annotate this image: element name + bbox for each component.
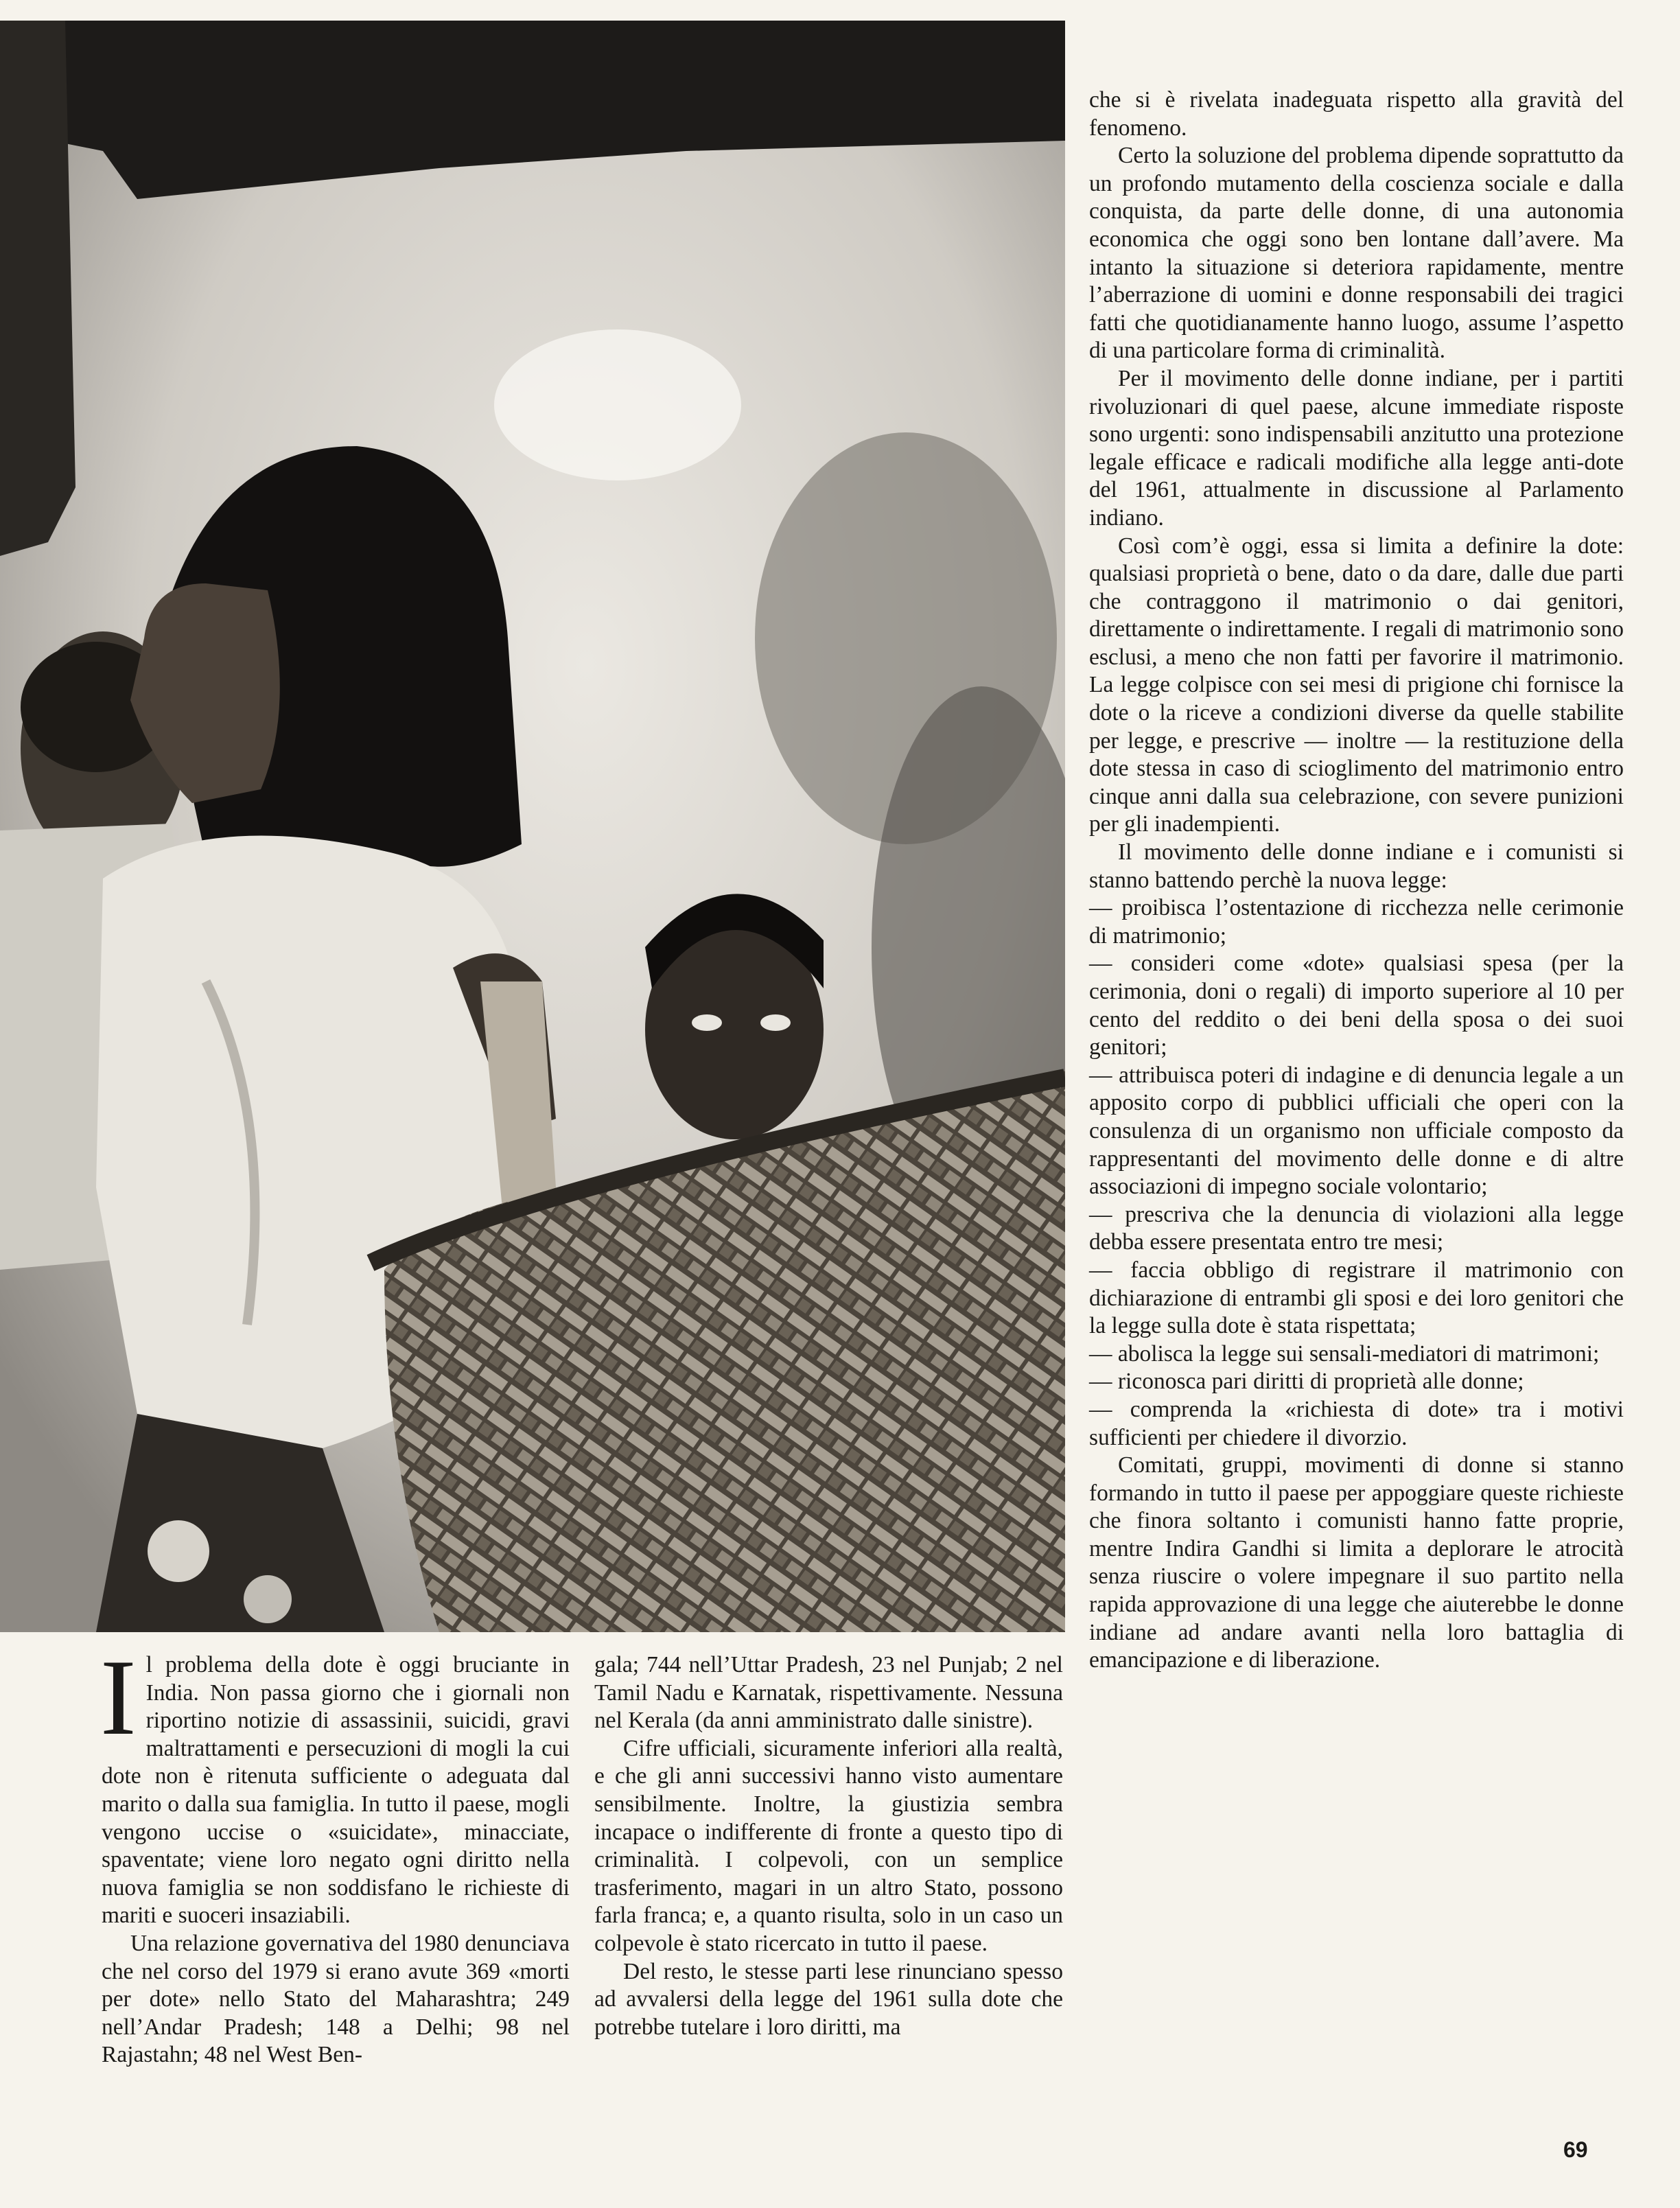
list-item: — comprenda la «richiesta di dote» tra i motivi sufficienti per chiedere il divorzio. xyxy=(1089,1396,1624,1450)
article-column-left xyxy=(100,1638,570,2069)
opening-paragraph xyxy=(100,1638,570,1930)
list-item: — abolisca la legge sui sensali-mediatori di matrimoni; xyxy=(1089,1340,1600,1367)
page-number: 69 xyxy=(1563,2137,1588,2162)
paragraph: Cifre ufficiali, sicuramente inferiori alla realtà, e che gli anni successivi hanno visto aumentare sensibilmente. Inoltre, la giustizia sembra incapace o indifferente di fronte a questo tipo di criminalità. I colpevoli, con un semplice trasferimento, magari in un altro Stato, possono farla franca; e, a quanto risulta, solo in un caso un colpevole è stato ricercato in tutto il paese. xyxy=(594,1735,1063,1956)
list-item: — proibisca l’ostentazione di ricchezza nelle cerimonie di matrimonio; xyxy=(1089,895,1624,949)
paragraph: Comitati, gruppi, movimenti di donne si stanno formando in tutto il paese per appoggiare queste richieste che finora soltanto i comunisti hanno fatte proprie, mentre Indira Gandhi si limita a deplorare le atrocità senza riuscire o volere impegnare il suo partito nella rapida approvazione di una legge che aiuterebbe le donne indiane ad andare avanti nella loro battaglia di emancipazione e di liberazione. xyxy=(1089,1452,1624,1673)
list-item: — consideri come «dote» qualsiasi spesa (per la cerimonia, doni o regali) di importo superiore al 10 per cento del reddito o dei beni della sposa o dei suoi genitori; xyxy=(1089,951,1624,1060)
paragraph: Per il movimento delle donne indiane, per i partiti rivoluzionari di quel paese, alcune immediate risposte sono urgenti: sono indispensabili anzitutto una protezione legale efficace e radicali modifiche alla legge anti-dote del 1961, attualmente in discussione al Parlamento indiano. xyxy=(1089,365,1624,531)
list-item: — prescriva che la denuncia di violazioni alla legge debba essere presentata entro tre mesi; xyxy=(1089,1201,1624,1255)
list-item: — faccia obbligo di registrare il matrimonio con dichiarazione di entrambi gli sposi e dei loro genitori che la legge sulla dote è stata rispettata; xyxy=(1089,1257,1624,1339)
paragraph: gala; 744 nell’Uttar Pradesh, 23 nel Punjab; 2 nel Tamil Nadu e Karnatak, rispettivamente. Nessuna nel Kerala (da anni amministrato dalle sinistre). xyxy=(594,1652,1063,1734)
article-photo xyxy=(0,21,1065,1632)
paragraph-text: l problema della dote è oggi bruciante in India. Non passa giorno che i giornali non riportino notizie di assassinii, suicidi, gravi maltrattamenti e persecuzioni di mogli la cui dote non è ritenuta sufficiente o adeguata dal marito o dalla sua famiglia. In tutto il paese, mogli vengono uccise o «suicidate», minacciate, spaventate; viene loro negato ogni diritto nella nuova famiglia se non soddisfano le richieste di mariti e suoceri insaziabili. xyxy=(102,1652,570,1929)
list-item: — riconosca pari diritti di proprietà alle donne; xyxy=(1089,1369,1524,1395)
paragraph: Del resto, le stesse parti lese rinunciano spesso ad avvalersi della legge del 1961 sulla dote che potrebbe tutelare i loro diritti, ma xyxy=(594,1958,1063,2040)
drop-cap: I xyxy=(100,1638,137,1758)
paragraph: Una relazione governativa del 1980 denunciava che nel corso del 1979 si erano avute 369 «morti per dote» nello Stato del Maharashtra; 249 nell’Andar Pradesh; 148 a Delhi; 98 nel Rajastahn; 48 nel West Ben- xyxy=(102,1930,570,2068)
paragraph: che si è rivelata inadeguata rispetto alla gravità del fenomeno. xyxy=(1089,87,1624,141)
list-item: — attribuisca poteri di indagine e di denuncia legale a un apposito corpo di pubblici ufficiali che operi con la consulenza di un organismo non ufficiale composto da rappresentanti del movimento delle donne e di altre associazioni di impegno sociale volontario; xyxy=(1089,1062,1624,1200)
article-column-middle xyxy=(594,1651,1063,2041)
paragraph: Certo la soluzione del problema dipende soprattutto da un profondo mutamento della coscienza sociale e dalla conquista, da parte delle donne, di una autonomia economica che oggi sono ben lontane dall’avere. Ma intanto la situazione si deteriora rapidamente, mentre l’aberrazione di uomini e donne responsabili dei tragici fatti che quotidianamente hanno luogo, assume l’aspetto di una particolare forma di criminalità. xyxy=(1089,143,1624,364)
paragraph: Così com’è oggi, essa si limita a definire la dote: qualsiasi proprietà o bene, dato o da dare, dalle due parti che contraggono il matrimonio o dai genitori, direttamente o indirettamente. I regali di matrimonio sono esclusi, a meno che non fatti per favorire il matrimonio. La legge colpisce con sei mesi di prigione chi fornisce la dote o la riceve a condizioni diverse da quelle stabilite per legge, e prescrive — inoltre — la restituzione della dote stessa in caso di scioglimento del matrimonio entro cinque anni dalla sua celebrazione, con severe punizioni per gli inadempienti. xyxy=(1089,533,1624,837)
article-column-right xyxy=(1089,86,1624,1675)
paragraph: Il movimento delle donne indiane e i comunisti si stanno battendo perchè la nuova legge: xyxy=(1089,839,1624,893)
